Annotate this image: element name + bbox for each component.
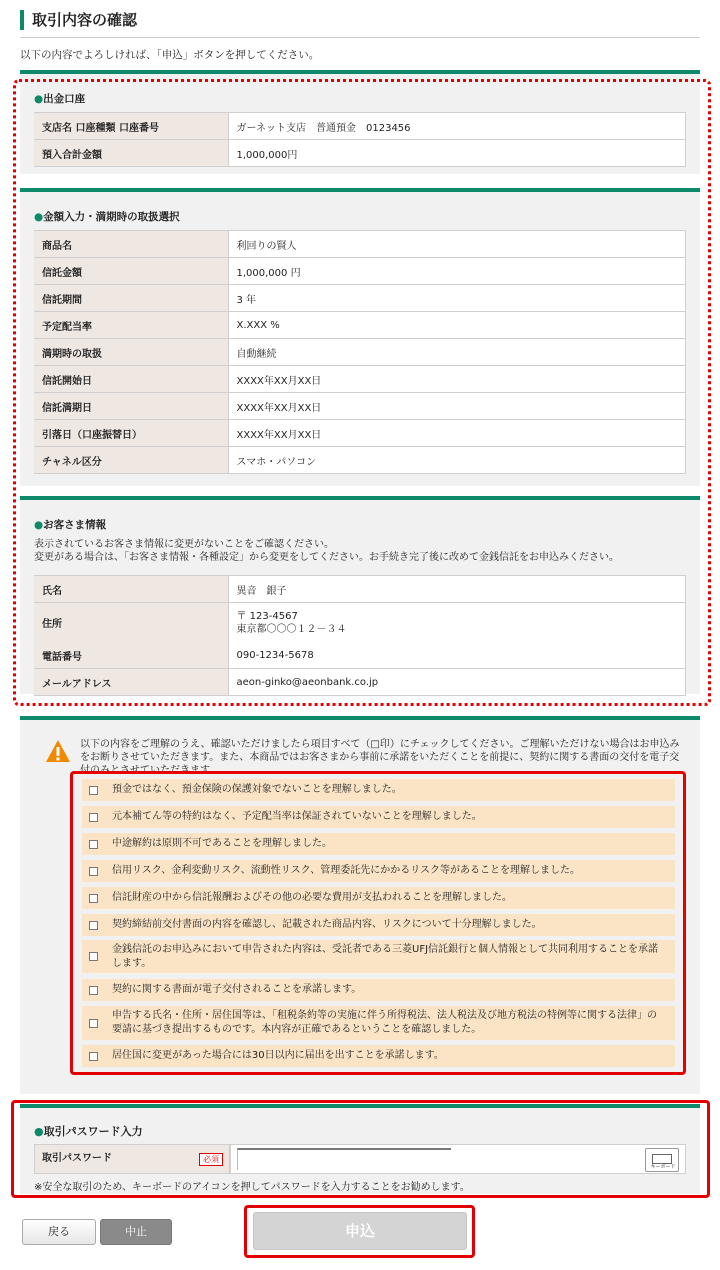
row-value: 1,000,000 円 [228, 258, 686, 285]
phone-value: 090-1234-5678 [228, 643, 686, 669]
apply-highlight-frame [244, 1205, 475, 1258]
row-label: 信託金額 [34, 258, 228, 285]
confirm-highlight-frame [13, 79, 711, 706]
row-label: チャネル区分 [34, 447, 228, 474]
row-label: 満期時の取扱 [34, 339, 228, 366]
row-label: 預入合計金額 [34, 140, 228, 167]
checkbox-label: 中途解約は原則不可であることを理解しました。 [112, 838, 332, 849]
checkbox-label: 居住国に変更があった場合には30日以内に届出を出すことを承諾します。 [112, 1050, 444, 1061]
title-accent-bar [20, 10, 24, 30]
row-label: 支店名 口座種類 口座番号 [34, 113, 228, 140]
withdrawal-title: ●出金口座 [34, 93, 86, 105]
email-label: メールアドレス [34, 669, 228, 696]
row-label: 商品名 [34, 231, 228, 258]
checkbox-label: 契約に関する書面が電子交付されることを承諾します。 [112, 984, 362, 995]
page-title: 取引内容の確認 [32, 11, 138, 29]
checkbox-label: 信託財産の中から信託報酬およびその他の必要な費用が支払われることを理解しました。 [112, 892, 512, 903]
checkbox-label: 金銭信託のお申込みにおいて申告された内容は、受託者である三菱UFJ信託銀行と個人情報として共同利用することを承諾します。 [112, 943, 659, 969]
name-label: 氏名 [34, 576, 228, 603]
row-label: 信託満期日 [34, 393, 228, 420]
checkbox-label: 預金ではなく、預金保険の保護対象でないことを理解しました。 [112, 784, 402, 795]
customer-note-2: 変更がある場合は、「お客さま情報・各種設定」から変更をしてください。お手続き完了後に改めて金銭信託をお申込みください。 [34, 552, 619, 563]
keyboard-label: キーボード [650, 1164, 676, 1170]
row-value: スマホ・パソコン [228, 447, 686, 474]
intro-text: 以下の内容でよろしければ、「申込」ボタンを押してください。 [20, 49, 320, 61]
checkbox-label: 申告する氏名・住所・居住国等は、「租税条約等の実施に伴う所得税法、法人税法及び地方税法の特例等に関する法律」の要請に基づき提出するものです。本内容が正確であるということを確認しました。 [112, 1010, 657, 1035]
name-value: 異音 銀子 [228, 576, 686, 603]
password-title: ●取引パスワード入力 [34, 1125, 143, 1138]
password-note: ※安全な取引のため、キーボードのアイコンを押してパスワードを入力することをお勧めします。 [34, 1182, 470, 1193]
address-label: 住所 [34, 603, 228, 643]
row-value: 1,000,000円 [228, 140, 686, 167]
customer-title: ●お客さま情報 [34, 519, 107, 531]
postal-code: 〒 123-4567 [236, 610, 298, 622]
password-highlight-frame [11, 1100, 710, 1198]
row-value: XXXX年XX月XX日 [228, 393, 686, 420]
apply-button[interactable]: 申込 [253, 1212, 467, 1250]
checkbox-label: 信用リスク、金利変動リスク、流動性リスク、管理委託先にかかるリスク等があることを理解しました。 [112, 865, 580, 876]
row-label: 信託開始日 [34, 366, 228, 393]
email-value: aeon-ginko@aeonbank.co.jp [228, 669, 686, 696]
back-button[interactable]: 戻る [22, 1219, 96, 1245]
cancel-button[interactable]: 中止 [100, 1219, 172, 1245]
row-value: XXXX年XX月XX日 [228, 420, 686, 447]
row-value: 利回りの賢人 [228, 231, 686, 258]
password-label-text: 取引パスワード [42, 1153, 112, 1164]
row-label: 信託期間 [34, 285, 228, 312]
row-value: X.XXX % [228, 312, 686, 339]
phone-label: 電話番号 [34, 643, 228, 669]
row-label: 引落日（口座振替日） [34, 420, 228, 447]
row-value: 3 年 [228, 285, 686, 312]
address-line: 東京都〇〇〇１２－３４ [236, 623, 347, 635]
checklist-highlight-frame [70, 771, 686, 1075]
customer-note-1: 表示されているお客さま情報に変更がないことをご確認ください。 [34, 539, 334, 550]
row-value: 自動継続 [228, 339, 686, 366]
checkbox-label: 元本補てん等の特約はなく、予定配当率は保証されていないことを理解しました。 [112, 811, 482, 822]
warning-icon [45, 739, 71, 763]
checkbox-label: 契約締結前交付書面の内容を確認し、記載された商品内容、リスクについて十分理解しました。 [112, 919, 542, 930]
required-badge: 必須 [199, 1153, 223, 1166]
page-header [20, 8, 700, 38]
amount-title: ●金額入力・満期時の取扱選択 [34, 211, 180, 223]
row-label: 予定配当率 [34, 312, 228, 339]
row-value: XXXX年XX月XX日 [228, 366, 686, 393]
row-value: ガーネット支店 普通預金 0123456 [228, 113, 686, 140]
confirmation-instructions: 以下の内容をご理解のうえ、確認いただけましたら項目すべて（□印）にチェックしてください。ご理解いただけない場合はお申込みをお断りさせていただきます。また、本商品ではお客さまから事前に承諾をいただくことを前提に、契約に関する書面の交付を電子交付のみとさせていただきます。 [80, 739, 680, 776]
